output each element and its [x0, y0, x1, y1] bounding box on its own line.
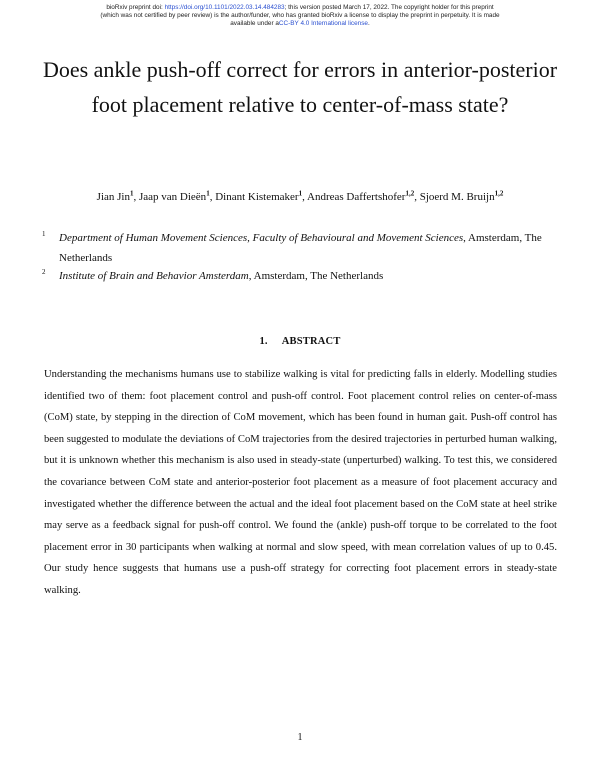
preprint-line2: (which was not certified by peer review) is the author/funder, who has granted bioRxiv a license to display the preprint in perpetuity. It is made — [100, 12, 500, 19]
abstract-heading — [0, 336, 600, 347]
affiliation-2 — [42, 266, 562, 286]
author: Sjoerd M. Bruijn$^{1,2}$ — [419, 189, 504, 203]
license-link[interactable]: CC-BY 4.0 International license — [278, 20, 368, 27]
preprint-line3-prefix: available under a — [230, 20, 279, 27]
author-affiliation-sup: 1,2 — [494, 189, 504, 198]
author-affiliation-sup: 1 — [298, 189, 303, 198]
affiliation-number: 2 — [42, 268, 46, 276]
author-affiliation-sup: 1 — [206, 189, 210, 198]
author: Andreas Daffertshofer$^{1,2}$ — [307, 189, 415, 203]
affiliation-department: Department of Human Movement Sciences, Faculty of Behavioural and Movement Sciences — [59, 232, 464, 244]
preprint-notice — [0, 4, 600, 28]
affiliation-1 — [42, 228, 562, 268]
preprint-line1-prefix: bioRxiv preprint doi: — [106, 4, 165, 11]
affiliation-institute: Institute of Brain and Behavior Amsterdam — [59, 270, 249, 282]
paper-title: Does ankle push-off correct for errors in anterior-posterior foot placement relative to center-of-mass state? — [42, 57, 558, 117]
affiliation-location: , Amsterdam, The Netherlands — [248, 270, 384, 282]
abstract-text: Understanding the mechanisms humans use to stabilize walking is vital for predicting falls in elderly. Modelling studies identified two of them: foot placement control and push-off control. Foot placement control relies on center-of-mass (CoM) state, by stepping in the direction of CoM movement, which has been found in human gait. Push-off control has been suggested to modulate the deviations of CoM trajectories from the desired trajectories in perturbed human walking, but it is unknown whether this mechanism is also used in steady-state (unperturbed) walking. To test this, we considered the covariance between CoM state and anterior-posterior foot placement as a measure of foot placement accuracy and investigated whether the difference between the actual and the ideal foot placement based on the CoM state at heel strike may serve as a feedback signal for push-off control. We found the (ankle) push-off torque to be correlated to the foot placement error in 30 participants when walking at normal and slow speed, with mean correlation values of up to 0.45. Our study hence suggests that humans use a push-off strategy for correcting foot placement errors in steady-state walking. — [44, 369, 557, 596]
preprint-line3-suffix: . — [367, 20, 370, 27]
section-title: ABSTRACT — [281, 336, 341, 347]
author: Dinant Kistemaker$^1$ — [215, 189, 303, 203]
author-affiliation-sup: 1 — [129, 189, 134, 198]
author-affiliation-sup: 1,2 — [405, 189, 415, 198]
preprint-line1-suffix: ; this version posted March 17, 2022. The copyright holder for this preprint — [284, 4, 494, 11]
doi-link[interactable]: https://doi.org/10.1101/2022.03.14.484283 — [164, 4, 285, 11]
page-number: 1 — [297, 732, 303, 743]
author: Jaap van Dieën$^1$ — [138, 189, 210, 203]
section-number: 1. — [259, 336, 268, 347]
affiliation-location: , Amsterdam, The Netherlands — [59, 232, 542, 264]
author: Jian Jin$^1$ — [96, 189, 134, 203]
affiliation-number: 1 — [42, 230, 46, 238]
author-list: Jian Jin$^1$, Jaap van Dieën$^1$, Dinant Kistemaker$^1$, Andreas Daffertshofer$^{1,2}$, Sjoerd M. Bruijn$^{1,2}$ — [96, 189, 504, 203]
